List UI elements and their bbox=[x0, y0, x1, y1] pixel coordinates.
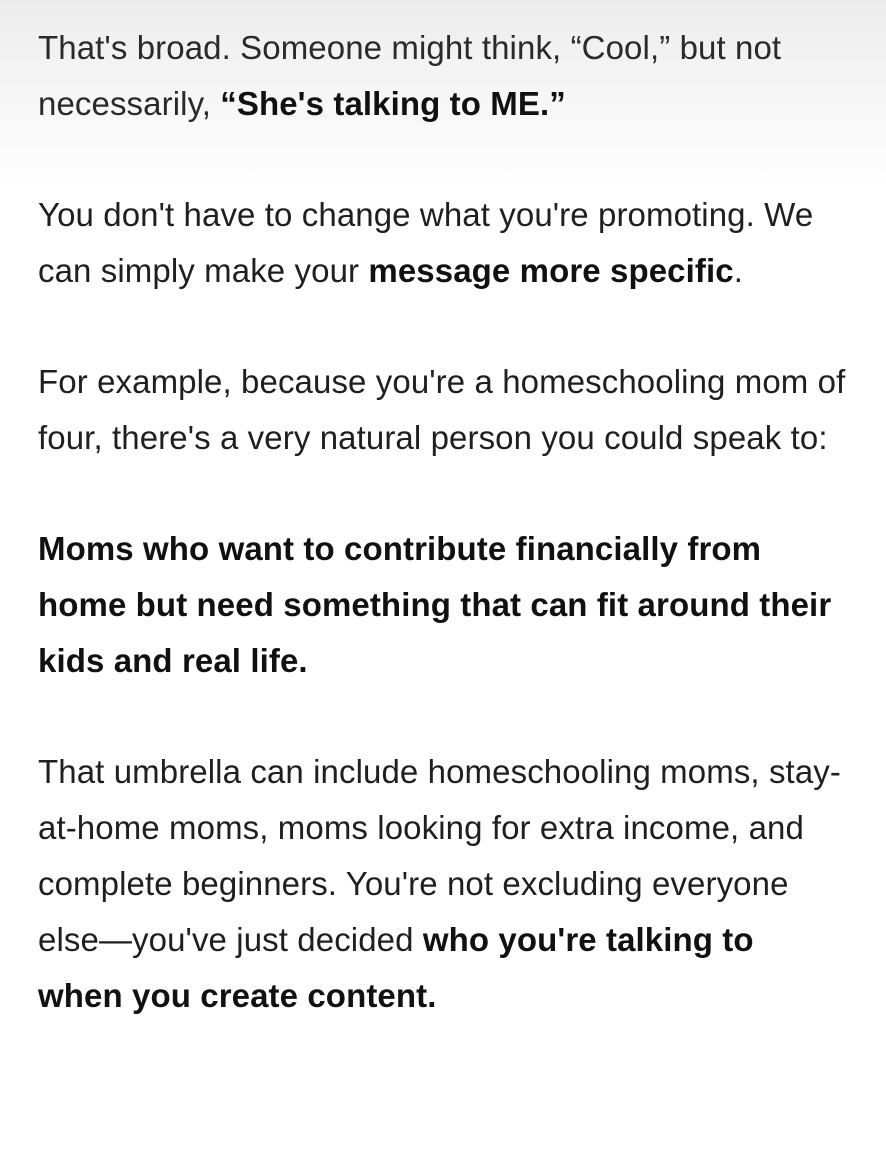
paragraph-1-emphasis: “She's talking to ME.” bbox=[220, 85, 566, 122]
paragraph-4 bbox=[38, 521, 846, 689]
paragraph-2-period: . bbox=[733, 252, 743, 289]
paragraph-2-text: You don't have to change what you're promoting. We can simply make your bbox=[38, 196, 814, 289]
paragraph-5-emphasis: who you're talking to when you create content. bbox=[38, 921, 754, 1014]
paragraph-5 bbox=[38, 744, 846, 1024]
paragraph-3-text: For example, because you're a homeschooling mom of four, there's a very natural person you could speak to: bbox=[38, 363, 846, 456]
paragraph-2 bbox=[38, 187, 846, 299]
paragraph-2-emphasis: message more specific bbox=[368, 252, 734, 289]
paragraph-1 bbox=[38, 20, 846, 132]
paragraph-5-text: That umbrella can include homeschooling moms, stay-at-home moms, moms looking for extra income, and complete beginners. You're not excluding everyone else—you've just decided bbox=[38, 753, 841, 958]
paragraph-3 bbox=[38, 354, 846, 466]
message-body bbox=[38, 20, 846, 1024]
paragraph-1-text: That's broad. Someone might think, “Cool,” but not necessarily, bbox=[38, 29, 782, 122]
paragraph-4-emphasis: Moms who want to contribute financially from home but need something that can fit around their kids and real life. bbox=[38, 530, 832, 679]
